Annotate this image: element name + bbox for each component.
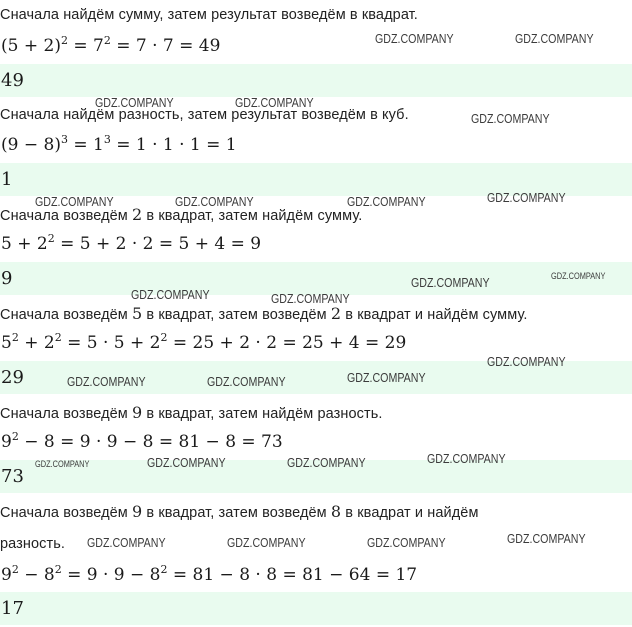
exponent: 2 [54,331,62,344]
watermark: GDZ.COMPANY [551,271,606,281]
watermark: GDZ.COMPANY [487,190,566,205]
step-4-explanation: Сначала возведём 5 в квадрат, затем возведём 2 в квадрат и найдём сумму. [0,304,528,323]
watermark: GDZ.COMPANY [427,451,506,466]
watermark: GDZ.COMPANY [367,535,446,550]
step-3-explanation: Сначала возведём 2 в квадрат, затем найдём сумму. [0,205,363,224]
step-4-answer: 29 [0,361,632,394]
watermark: GDZ.COMPANY [67,374,146,389]
step-3-formula: $5 + 2^2 = 5 + 2 \cdot 2 = 5 + 4 = 9$ [1,232,262,254]
watermark: GDZ.COMPANY [287,455,366,470]
watermark: GDZ.COMPANY [411,275,490,290]
inline-number: 2 [132,205,143,224]
watermark: GDZ.COMPANY [35,459,90,469]
watermark: GDZ.COMPANY [271,291,350,306]
step-5-answer: 73 [0,460,632,493]
exponent: 2 [103,34,111,47]
watermark: GDZ.COMPANY [507,531,586,546]
exponent: 2 [11,563,19,576]
watermark: GDZ.COMPANY [347,370,426,385]
step-6-explanation: Сначала возведём 9 в квадрат, затем возведём 8 в квадрат и найдём [0,502,479,521]
exponent: 2 [60,34,68,47]
watermark: GDZ.COMPANY [147,455,226,470]
watermark: GDZ.COMPANY [175,194,254,209]
watermark: GDZ.COMPANY [471,111,550,126]
watermark: GDZ.COMPANY [235,95,314,110]
step-3-answer: 9 [0,262,632,295]
watermark: GDZ.COMPANY [227,535,306,550]
step-2-answer: 1 [0,163,632,196]
watermark: GDZ.COMPANY [207,374,286,389]
step-2-formula: $(9 - 8)^3 = 1^3 = 1 \cdot 1 \cdot 1 = 1$ [1,133,237,155]
step-6-explanation-continued: разность. [0,536,66,552]
step-1-formula: $(5 + 2)^2 = 7^2 = 7 \cdot 7 = 49$ [1,34,221,56]
watermark: GDZ.COMPANY [515,31,594,46]
exponent: 2 [160,563,168,576]
exponent: 3 [60,133,68,146]
inline-number: 9 [132,502,143,521]
step-5-formula: $9^2 - 8 = 9 \cdot 9 - 8 = 81 - 8 = 73$ [1,430,283,452]
step-1-answer: 49 [0,64,632,97]
step-5-explanation: Сначала возведём 9 в квадрат, затем найдём разность. [0,403,383,422]
exponent: 2 [11,331,19,344]
exponent: 2 [47,232,55,245]
exponent: 2 [54,563,62,576]
inline-number: 9 [132,403,143,422]
watermark: GDZ.COMPANY [375,31,454,46]
exponent: 2 [11,430,19,443]
watermark: GDZ.COMPANY [487,354,566,369]
inline-number: 5 [132,304,143,323]
watermark: GDZ.COMPANY [35,194,114,209]
step-4-formula: $5^2 + 2^2 = 5 \cdot 5 + 2^2 = 25 + 2 \cdot 2 = 25 + 4 = 29$ [1,331,407,353]
watermark: GDZ.COMPANY [87,535,166,550]
step-6-formula: $9^2 - 8^2 = 9 \cdot 9 - 8^2 = 81 - 8 \cdot 8 = 81 - 64 = 17$ [1,563,418,585]
inline-number: 8 [330,502,342,521]
inline-number: 2 [330,304,342,323]
watermark: GDZ.COMPANY [131,287,210,302]
step-6-answer: 17 [0,592,632,625]
exponent: 3 [103,133,111,146]
step-2-explanation: Сначала найдём разность, затем результат возведём в куб. [0,107,409,123]
exponent: 2 [160,331,168,344]
step-1-explanation: Сначала найдём сумму, затем результат возведём в квадрат. [0,7,418,23]
watermark: GDZ.COMPANY [347,194,426,209]
watermark: GDZ.COMPANY [95,95,174,110]
